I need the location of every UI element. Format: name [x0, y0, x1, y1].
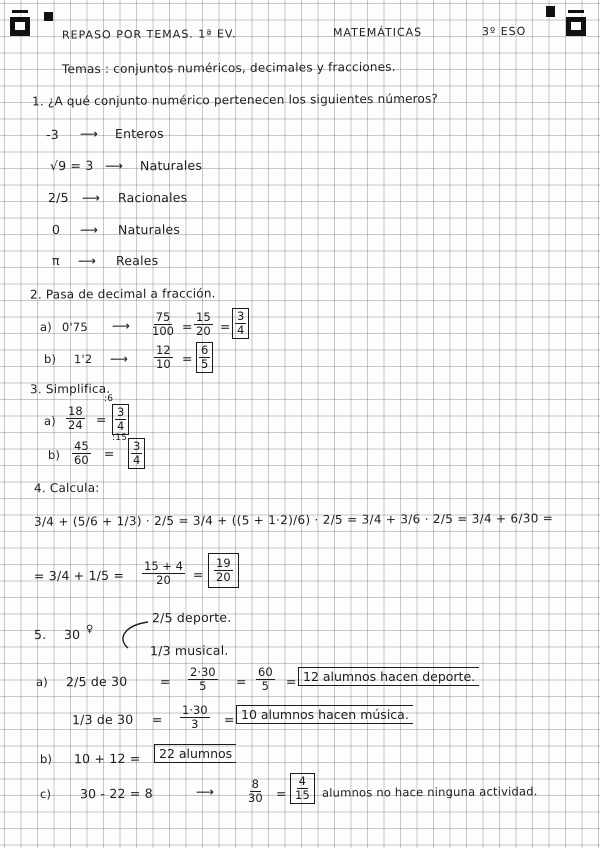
- ex5a-fraction1: [188, 666, 218, 693]
- ex5a2-result: 10 alumnos hacen música.: [236, 705, 413, 724]
- ex1-item-result: Naturales: [117, 221, 181, 238]
- ex5c-calc: 30 - 22 = 8: [79, 785, 153, 802]
- ex5c-text: alumnos no hace ninguna actividad.: [321, 784, 538, 800]
- ex3a-den: 24: [68, 418, 83, 432]
- ex1-arrow: ⟶: [81, 189, 101, 206]
- ex3b-label: b): [47, 447, 61, 463]
- ex1-item-result: Naturales: [139, 157, 203, 174]
- ex3-statement: 3. Simplifica.: [29, 381, 111, 397]
- students-symbol: ♀: [85, 623, 94, 636]
- ex1-item-result: Enteros: [114, 125, 164, 142]
- subject-label: MATEMÁTICAS: [332, 25, 423, 40]
- equals-sign: =: [275, 785, 287, 802]
- ex3b-result-den: 4: [133, 453, 141, 467]
- ex2a-result-num: 3: [237, 309, 245, 323]
- ex2a-decimal: 0'75: [61, 319, 88, 335]
- ex4-result-den: 20: [216, 570, 231, 584]
- ex5-branch-sport: 2/5 deporte.: [151, 609, 232, 626]
- worksheet-title: REPASO POR TEMAS. 1ª EV.: [61, 27, 237, 42]
- ex2a-label: a): [39, 319, 52, 335]
- equals-sign: =: [223, 711, 235, 728]
- equals-sign: =: [285, 673, 297, 690]
- ex5a-text: 2/5 de 30: [65, 673, 128, 690]
- ex5c-den: 30: [248, 791, 263, 805]
- ex5a-label: a): [35, 674, 48, 690]
- ex2b-f1-den: 10: [156, 357, 171, 371]
- ex2b-result-num: 6: [201, 343, 209, 357]
- ex5a2-den: 3: [191, 717, 199, 731]
- ex3a-result-num: 3: [117, 405, 125, 419]
- ex3a-label: a): [43, 413, 56, 429]
- ex2b-label: b): [43, 351, 57, 367]
- ex5a-f2-num: 60: [258, 665, 273, 679]
- ex4-sum-num: 15 + 4: [144, 559, 183, 573]
- ex2a-f2-num: 15: [196, 310, 211, 324]
- ex1-arrow: ⟶: [79, 221, 99, 238]
- equals-sign: =: [103, 445, 115, 462]
- equals-sign: =: [181, 318, 193, 335]
- equals-sign: =: [181, 350, 193, 367]
- ex1-item-number: -3: [45, 126, 59, 143]
- ex5a-f1-num: 2·30: [190, 665, 216, 679]
- ex5b-calc: 10 + 12 =: [73, 750, 141, 767]
- ex2a-arrow: ⟶: [111, 317, 131, 334]
- ex1-item-number: 2/5: [47, 189, 69, 206]
- ex5b-label: b): [39, 751, 53, 767]
- ex5a-result: 12 alumnos hacen deporte.: [298, 667, 479, 686]
- ex5a2-num: 1·30: [182, 703, 208, 717]
- ex5c-result-den: 15: [295, 788, 310, 802]
- ex5a2-text: 1/3 de 30: [71, 711, 134, 728]
- ex1-item-result: Racionales: [117, 189, 188, 206]
- ex3b-den: 60: [74, 453, 89, 467]
- ex1-statement: 1. ¿A qué conjunto numérico pertenecen los siguientes números?: [31, 91, 439, 109]
- equals-sign: =: [219, 318, 231, 335]
- ex2a-f1-den: 100: [152, 324, 174, 338]
- ex1-item-number: √9 = 3: [49, 157, 94, 174]
- ex3b-divisor: :15: [111, 432, 128, 444]
- ex3a-result-den: 4: [117, 419, 125, 433]
- course-label: 3º ESO: [481, 24, 527, 39]
- ex4-calculation-line1: 3/4 + (5/6 + 1/3) · 2/5 = 3/4 + ((5 + 1·2)/6) · 2/5 = 3/4 + 3/6 · 2/5 = 3/4 + 6/30 =: [33, 511, 554, 529]
- equals-sign: =: [235, 673, 247, 690]
- ex2a-f1-num: 75: [155, 310, 171, 324]
- ex1-arrow: ⟶: [104, 157, 124, 174]
- equals-sign: =: [192, 566, 204, 583]
- ex1-arrow: ⟶: [79, 125, 99, 142]
- ex3a-num: 18: [68, 404, 83, 418]
- equals-sign: =: [95, 411, 107, 428]
- ex5c-num: 8: [251, 777, 259, 791]
- ex4-calculation-line2: = 3/4 + 1/5 =: [33, 567, 125, 584]
- equals-sign: =: [159, 673, 171, 690]
- ex2a-f2-den: 20: [196, 324, 211, 338]
- ex5-label: 5.: [33, 626, 47, 643]
- ex5a-f1-den: 5: [199, 679, 207, 693]
- ex5a-fraction2: [256, 666, 275, 693]
- ex5c-result-num: 4: [298, 774, 306, 788]
- ex3a-divisor: :6: [103, 393, 114, 405]
- ex5a2-fraction: [180, 704, 210, 731]
- ex2a-result-den: 4: [237, 323, 245, 337]
- ex5-total: 30: [63, 626, 81, 643]
- ex4-statement: 4. Calcula:: [33, 480, 100, 496]
- ex2b-result-den: 5: [201, 357, 209, 371]
- topics-line: Temas : conjuntos numéricos, decimales y fracciones.: [61, 59, 396, 77]
- ex2b-decimal: 1'2: [73, 351, 93, 367]
- ex4-sum-den: 20: [156, 573, 171, 587]
- ex5c-arrow: ⟶: [195, 783, 215, 800]
- ex2b-arrow: ⟶: [109, 350, 129, 367]
- ex1-item-result: Reales: [115, 252, 159, 269]
- ex5c-result: [290, 773, 315, 804]
- ex3b-num: 45: [74, 439, 89, 453]
- ex5b-result: 22 alumnos: [154, 744, 236, 763]
- ex1-arrow: ⟶: [77, 252, 97, 269]
- ex5c-label: c): [39, 786, 52, 802]
- ex1-item-number: π: [51, 252, 60, 269]
- ex2b-f1-num: 12: [156, 343, 171, 357]
- ex5c-fraction: [246, 778, 265, 805]
- equals-sign: =: [151, 711, 163, 728]
- ex5-branch-music: 1/3 musical.: [149, 642, 229, 659]
- ex3b-result-num: 3: [133, 439, 141, 453]
- ex5a-f2-den: 5: [261, 679, 269, 693]
- ex4-result-num: 19: [216, 556, 231, 570]
- ex1-item-number: 0: [51, 221, 61, 238]
- ex2-statement: 2. Pasa de decimal a fracción.: [29, 286, 216, 302]
